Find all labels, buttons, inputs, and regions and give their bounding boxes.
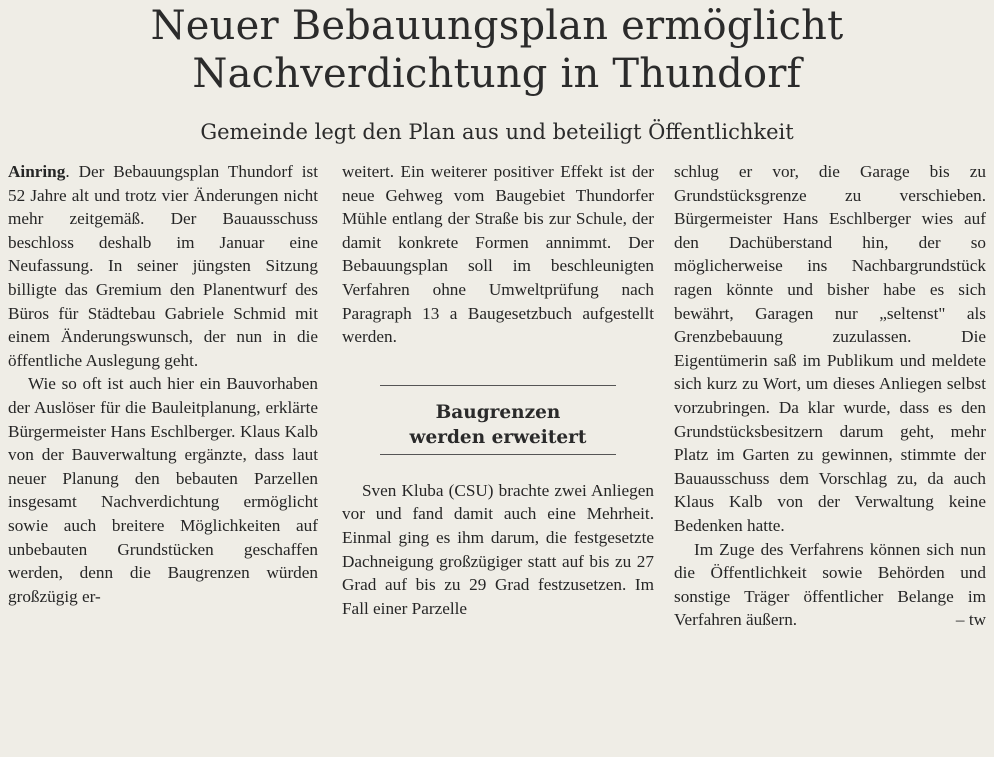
crosshead-line-1: Baugrenzen <box>435 401 561 423</box>
crosshead-rule-top <box>380 385 616 386</box>
paragraph-1-text: . Der Bebauungsplan Thundorf ist 52 Jahre alt und trotz vier Änderungen nicht mehr zeitgemäß. Der Bauausschuss beschloss deshalb im Januar eine Neufassung. In seiner jüngsten Sitzung billigte das Gremium den Planentwurf des Büros für Städtebau Gabriele Schmid mit einem Änderungswunsch, der nun in die öffentliche Auslegung geht. <box>8 162 318 370</box>
crosshead-line-2: werden erweitert <box>409 426 587 448</box>
paragraph-4: Sven Kluba (CSU) brachte zwei Anliegen vor und fand damit auch eine Mehrheit. Einmal ging es ihm darum, die festgesetzte Dachneigung großzügiger statt auf bis zu 27 Grad auf bis zu 29 Grad festzusetzen. Im Fall einer Parzelle <box>342 480 654 618</box>
column-2 <box>342 160 654 620</box>
paragraph-1 <box>8 160 318 372</box>
paragraph-2: Wie so oft ist auch hier ein Bauvorhaben der Auslöser für die Bauleitplanung, erklärte Bürgermeister Hans Eschlberger. Klaus Kalb von der Bauverwaltung ergänzte, dass laut neuer Planung den bebauten Parzellen insgesamt Nachverdichtung ermöglicht sowie auch breitere Möglichkeiten auf unbebauten Grundstücken geschaffen werden, denn die Baugrenzen würden großzügig er- <box>8 374 318 606</box>
headline-line-2: Nachverdichtung in Thundorf <box>192 51 802 97</box>
crosshead <box>342 400 654 450</box>
paragraph-6-text: Im Zuge des Verfahrens können sich nun die Öffentlichkeit sowie Behörden und sonstige Träger öffentlicher Belange im Verfahren äußern. <box>674 539 986 630</box>
dateline: Ainring <box>8 162 66 181</box>
paragraph-6 <box>674 538 986 632</box>
paragraph-3: weitert. Ein weiterer positiver Effekt ist der neue Gehweg vom Baugebiet Thundorfer Mühle entlang der Straße bis zur Schule, der damit konkrete Formen annimmt. Der Bebauungsplan soll im beschleunigten Verfahren ohne Umweltprüfung nach Paragraph 13 a Baugesetzbuch aufgestellt werden. <box>342 162 654 347</box>
headline <box>60 2 934 98</box>
paragraph-5: schlug er vor, die Garage bis zu Grundstücksgrenze zu verschieben. Bürgermeister Hans Eschlberger wies auf den Dachüberstand hin, der so möglicherweise ins Nachbargrundstück ragen könnte und bisher habe es sich bewährt, Garagen nur „seltenst" als Grenzbebauung zuzulassen. Die Eigentümerin saß im Publikum und meldete sich kurz zu Wort, um dieses Anliegen selbst vorzubringen. Da klar wurde, dass es den Grundstücksbesitzern darum geht, mehr Platz im Garten zu gewinnen, stimmte der Bauausschuss dem Vorschlag zu, da auch Klaus Kalb von der Verwaltung keine Bedenken hatte. <box>674 162 986 535</box>
subheadline: Gemeinde legt den Plan aus und beteiligt Öffentlichkeit <box>200 120 794 144</box>
column-3 <box>674 160 986 632</box>
headline-line-1: Neuer Bebauungsplan ermöglicht <box>150 3 844 49</box>
author-signature: – tw <box>955 610 986 630</box>
column-1 <box>8 160 318 608</box>
